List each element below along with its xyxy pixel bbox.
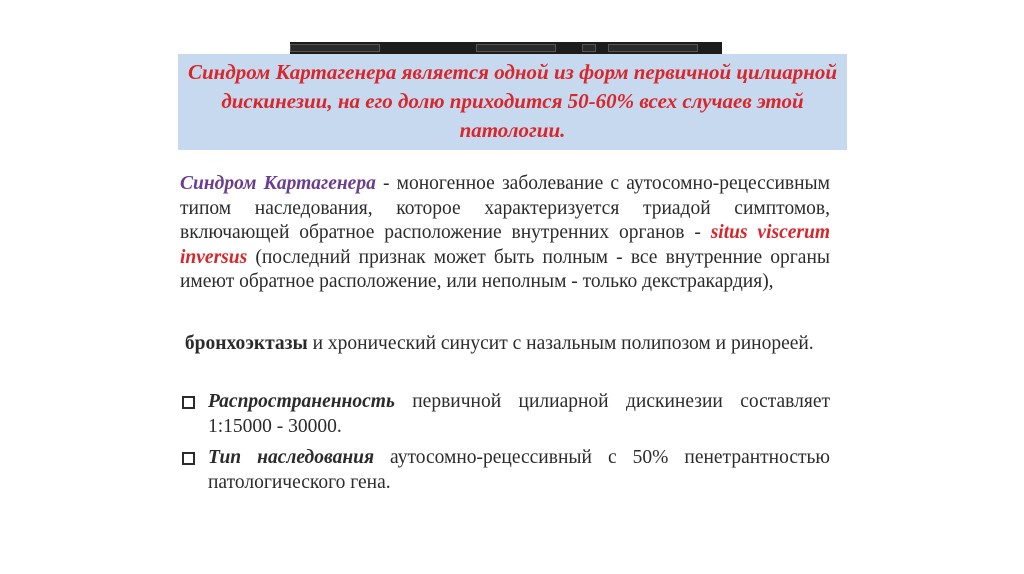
toolbar-segment bbox=[582, 44, 596, 52]
bullet-text bbox=[208, 446, 830, 495]
checkbox-bullet-icon bbox=[182, 396, 195, 409]
bronchiectasis-term: бронхоэктазы bbox=[184, 333, 308, 354]
definition-text-b: (последний признак может быть полным - все внутренние органы имеют обратное расположение, или неполным - только декстракардия), bbox=[180, 246, 830, 292]
highlight-banner bbox=[178, 54, 847, 150]
list-item bbox=[180, 390, 830, 439]
symptoms-paragraph bbox=[180, 332, 830, 357]
symptoms-text: и хронический синусит с назальным полипозом и ринореей. bbox=[307, 333, 814, 354]
definition-text-a: - моногенное заболевание с аутосомно-рецессивным типом наследования, которое характеризуется триадой симптомов, включающей обратное расположение внутренних органов - bbox=[180, 173, 831, 243]
presenter-toolbar-overlay bbox=[290, 42, 722, 54]
bullet-term: Распространенность bbox=[208, 391, 395, 412]
toolbar-segment bbox=[290, 44, 380, 52]
list-item bbox=[180, 446, 830, 495]
syndrome-term: Синдром Картагенера bbox=[180, 173, 376, 194]
definition-paragraph bbox=[180, 172, 830, 295]
banner-text: Синдром Картагенера является одной из форм первичной цилиарной дискинезии, на его долю приходится 50-60% всех случаев этой патологии. bbox=[187, 60, 838, 142]
bullet-body: первичной цилиарной дискинезии составляет 1:15000 - 30000. bbox=[208, 391, 830, 437]
checkbox-bullet-icon bbox=[182, 452, 195, 465]
bullet-term: Тип наследования bbox=[208, 447, 375, 468]
toolbar-segment bbox=[476, 44, 556, 52]
latin-term: situs viscerum inversus bbox=[180, 222, 830, 268]
bullet-text bbox=[208, 390, 830, 439]
bullet-body: аутосомно-рецессивный с 50% пенетрантностью патологического гена. bbox=[208, 447, 830, 493]
toolbar-segment bbox=[608, 44, 698, 52]
